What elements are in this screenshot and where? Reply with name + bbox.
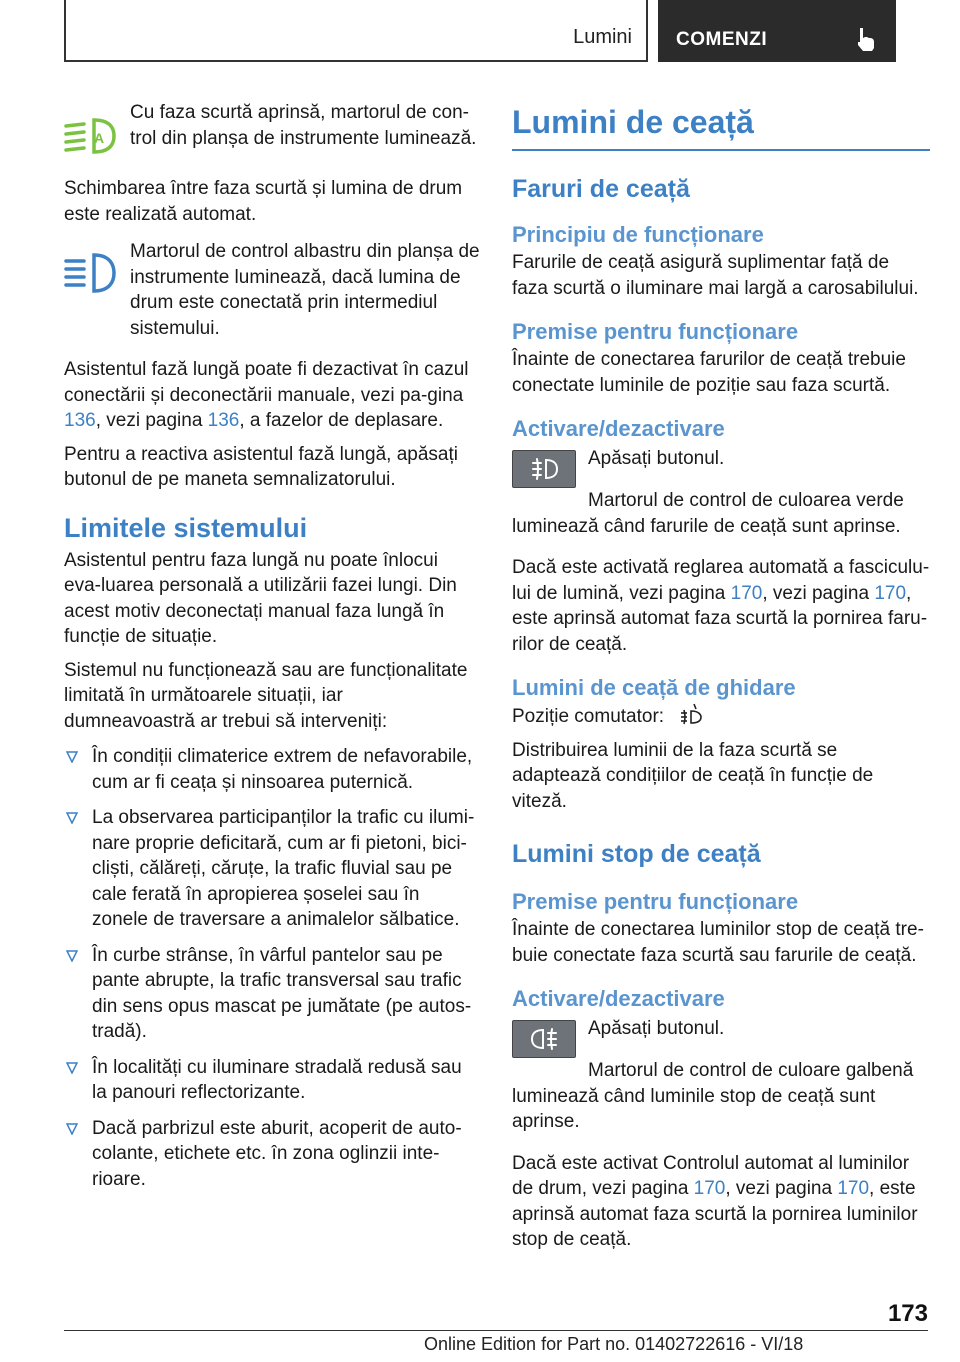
disable-text-a: Asistentul fază lungă poate fi dezactivat în cazul conectării și deconectării manuale, vezi pa-gina (64, 359, 469, 406)
left-column (64, 100, 478, 1192)
auto-text-c: , este aprinsă automat faza scurtă la pornirea faru-rilor de ceață. (512, 582, 928, 655)
auto-switch-text: Schimbarea între faza scurtă și lumina de drum este realizată automat. (64, 178, 463, 225)
page-link-136-b[interactable]: 136 (207, 410, 240, 431)
pointing-hand-icon (854, 26, 878, 52)
header-chapter-label: COMENZI (676, 29, 768, 50)
situations-list (64, 744, 478, 1192)
header-section-label: Lumini (573, 26, 632, 48)
edition-text: Online Edition for Part no. 01402722616 - VI/18 (424, 1334, 804, 1354)
premise2-heading: Premise pentru funcționare (512, 889, 799, 914)
auto-text-a: Dacă este activată reglarea automată a fasciculu-lui de lumină, vezi pagina (512, 557, 930, 604)
press-button2-text: Apăsați butonul. (588, 1018, 725, 1039)
fog-lights-title: Lumini de ceață (512, 104, 754, 140)
triangle-bullet-icon (66, 1123, 78, 1135)
situations-intro: Sistemul nu funcționează sau are funcționalitate limitată în următoarele situații, iar dumneavoastră ar trebui să interveniți: (64, 659, 468, 732)
title-underline (512, 149, 930, 151)
activate-heading: Activare/dezactivare (512, 416, 725, 441)
list-item-text: În condiții climaterice extrem de nefavorabile, cum ar fi ceața și ninsoarea puternică. (92, 746, 473, 793)
page-link-170-a[interactable]: 170 (730, 582, 763, 604)
page-number: 173 (887, 1300, 928, 1327)
svg-text:A: A (94, 130, 105, 146)
fog-beam-small-icon (679, 703, 703, 725)
auto2-text-a: Dacă este activat Controlul automat al luminilor de drum, vezi pagina (512, 1152, 910, 1199)
auto-text-b: , vezi pagina (762, 582, 875, 604)
list-item (64, 805, 478, 933)
list-item-text: În curbe strânse, în vârful pantelor sau pe pante abrupte, la trafic transversal sau trafic din sens opus mascat pe jumătate (pe autos-tradă). (92, 944, 472, 1042)
switch-position-text (512, 703, 930, 730)
disable-text-c: , a fazelor de deplasare. (239, 410, 444, 431)
principle-text: Farurile de ceață asigură suplimentar față de faza scurtă o iluminare mai largă a carosabilului. (512, 252, 919, 299)
premise-text: Înainte de conectarea farurilor de ceață trebuie conectate luminile de poziție sau faza scurtă. (512, 349, 906, 396)
list-item (64, 1116, 478, 1193)
footer-rule (64, 1330, 928, 1331)
auto-headlight-text (512, 555, 930, 657)
activate2-heading: Activare/dezactivare (512, 986, 725, 1011)
list-item (64, 744, 478, 795)
page-link-136-a[interactable]: 136 (64, 410, 96, 431)
low-beam-indicator-para (64, 100, 478, 160)
rear-fog-button[interactable] (512, 1020, 576, 1058)
press-button-text: Apăsați butonul. (588, 448, 725, 469)
distribution-text: Distribuirea luminii de la faza scurtă se adaptează condițiilor de ceață în funcție de viteză. (512, 739, 874, 812)
limits-heading: Limitele sistemului (64, 512, 308, 543)
high-beam-indicator-para (64, 239, 478, 341)
guide-heading: Lumini de ceață de ghidare (512, 675, 796, 700)
list-item-text: La observarea participanților la trafic cu ilumi-nare proprie deficitară, cum ar fi pietoni, bici-cliști, călăreți, căruțe, la trafic fluvial sau pe cale ferată în apropierea șoselei sau în zonele de traversare a animalelor sălbatice. (92, 807, 475, 930)
disable-assistant-text (64, 357, 478, 434)
high-beam-text-a (64, 239, 480, 341)
page-link-170-b[interactable]: 170 (874, 582, 907, 604)
yellow-indicator-text: Martorul de control de culoare galbenă luminează când luminile stop de ceață sunt aprinse. (512, 1060, 914, 1132)
header-section-box (64, 0, 648, 62)
auto2-text-c: , este aprinsă automat faza scurtă la pornirea luminilor stop de ceață. (512, 1178, 918, 1250)
triangle-bullet-icon (66, 950, 78, 962)
limits-text: Asistentul pentru faza lungă nu poate înlocui eva-luarea personală a utilizării fazei lungi. Din acest motiv deconectați manual faza lungă în funcție de situație. (64, 549, 457, 647)
premise-heading: Premise pentru funcționare (512, 319, 799, 344)
list-item-text: În localități cu iluminare stradală redusă sau la panouri reflectorizante. (92, 1056, 462, 1103)
rear-fog-heading: Lumini stop de ceață (512, 840, 761, 868)
list-item (64, 943, 478, 1045)
page-link-170-c[interactable]: 170 (693, 1178, 726, 1199)
header-chapter-tab[interactable] (658, 0, 896, 62)
page-link-170-d[interactable]: 170 (837, 1178, 870, 1199)
premise2-text: Înainte de conectarea luminilor stop de ceață tre-buie conectate faza scurtă sau farurile de ceață. (512, 919, 924, 966)
switch-label: Poziție comutator: (512, 706, 665, 727)
rear-fog-icon (513, 1021, 575, 1057)
green-indicator-text: Martorul de control de culoarea verde luminează când farurile de ceață sunt aprinse. (512, 490, 904, 537)
high-beam-text: Martorul de control albastru din planșa de instrumente luminează, dacă lumina de drum este conectată prin intermediul sistemului. (130, 241, 480, 339)
triangle-bullet-icon (66, 812, 78, 824)
rear-fog-button-row (512, 1020, 930, 1054)
right-column (512, 100, 930, 1253)
disable-text-b: , vezi pagina (95, 410, 208, 431)
reactivate-text: Pentru a reactiva asistentul fază lungă, apăsați butonul de pe maneta semnalizatorului. (64, 443, 458, 490)
high-beam-blue-icon (64, 253, 116, 293)
front-fog-heading: Faruri de ceață (512, 175, 690, 203)
triangle-bullet-icon (66, 751, 78, 763)
front-fog-icon (513, 451, 575, 487)
triangle-bullet-icon (66, 1062, 78, 1074)
low-beam-text: Cu faza scurtă aprinsă, martorul de con-trol din planșa de instrumente luminează. (130, 102, 477, 149)
list-item (64, 1055, 478, 1106)
list-item-text: Dacă parbrizul este aburit, acoperit de auto-colante, etichete etc. în zona oglinzii inte-rioare. (92, 1117, 462, 1190)
principle-heading: Principiu de funcționare (512, 222, 764, 247)
front-fog-button-row (512, 450, 930, 484)
auto2-text-b: , vezi pagina (725, 1178, 838, 1199)
low-beam-green-icon (64, 116, 116, 156)
front-fog-button[interactable] (512, 450, 576, 488)
auto-headlight2-text (512, 1151, 930, 1253)
